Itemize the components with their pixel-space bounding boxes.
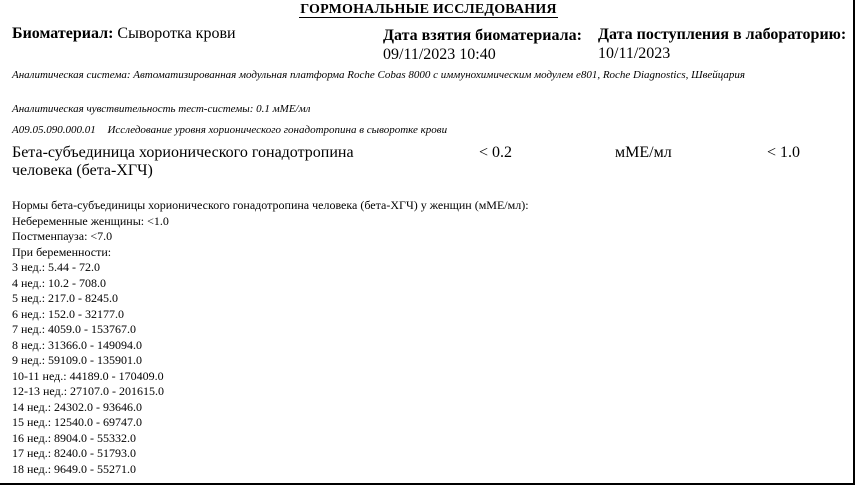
norms-line: 17 нед.: 8240.0 - 51793.0: [12, 446, 137, 460]
norms-heading: Нормы бета-субъединицы хорионического гонадотропина человека (бета-ХГЧ) у женщин (мМЕ/мл):: [12, 198, 529, 212]
result-analyte-name: Бета-субъединица хорионического гонадотропина человека (бета-ХГЧ): [12, 144, 354, 179]
norms-line: 14 нед.: 24302.0 - 93646.0: [12, 399, 143, 414]
norms-line: 8 нед.: 31366.0 - 149094.0: [12, 337, 143, 352]
norms-line: 5 нед.: 217.0 - 8245.0: [12, 291, 119, 305]
test-code: A09.05.090.000.01: [12, 124, 96, 136]
norms-line: При беременности:: [12, 244, 112, 259]
receipt-date-value: 10/11/2023: [598, 45, 671, 62]
result-unit: мМЕ/мл: [615, 144, 672, 161]
norms-line: 3 нед.: 5.44 - 72.0: [12, 260, 101, 274]
norms-line: 9 нед.: 59109.0 - 135901.0: [12, 353, 143, 367]
norms-line: 15 нед.: 12540.0 - 69747.0: [12, 415, 143, 429]
norms-line: 18 нед.: 9649.0 - 55271.0: [12, 461, 137, 476]
biomaterial-value: Сыворотка крови: [117, 25, 236, 42]
norms-line: 4 нед.: 10.2 - 708.0: [12, 275, 107, 290]
biomaterial-label: Биоматериал:: [12, 25, 114, 42]
section-title: [0, 2, 857, 18]
norms-line: 10-11 нед.: 44189.0 - 170409.0: [12, 368, 164, 383]
receipt-date-label: Дата поступления в лабораторию:: [598, 26, 847, 43]
norms-line: Небеременные женщины: <1.0: [12, 213, 169, 228]
norms-line: 12-13 нед.: 27107.0 - 201615.0: [12, 384, 165, 398]
norms-line: 7 нед.: 4059.0 - 153767.0: [12, 322, 137, 336]
norms-line: 16 нед.: 8904.0 - 55332.0: [12, 430, 137, 445]
section-title-text: ГОРМОНАЛЬНЫЕ ИССЛЕДОВАНИЯ: [300, 2, 557, 17]
analytic-sensitivity-note: Аналитическая чувствительность тест-системы: 0.1 мМЕ/мл: [12, 103, 311, 115]
result-reference: < 1.0: [767, 144, 801, 161]
sample-date-value: 09/11/2023 10:40: [383, 46, 496, 63]
biomaterial-row: [12, 25, 236, 43]
norms-line: 6 нед.: 152.0 - 32177.0: [12, 306, 125, 321]
norms-line: Постменпауза: <7.0: [12, 229, 113, 243]
analytic-system-note: Аналитическая система: Автоматизированная модульная платформа Roche Cobas 8000 с иммунохимическим модулем e801, Roche Diagnostics, Швейцария: [12, 69, 745, 81]
test-code-line: [12, 123, 447, 137]
result-value: < 0.2: [479, 144, 513, 161]
sample-date-label: Дата взятия биоматериала:: [383, 27, 582, 44]
reference-norms-block: [12, 198, 529, 477]
test-name: Исследование уровня хорионического гонадотропина в сыворотке крови: [107, 124, 448, 136]
